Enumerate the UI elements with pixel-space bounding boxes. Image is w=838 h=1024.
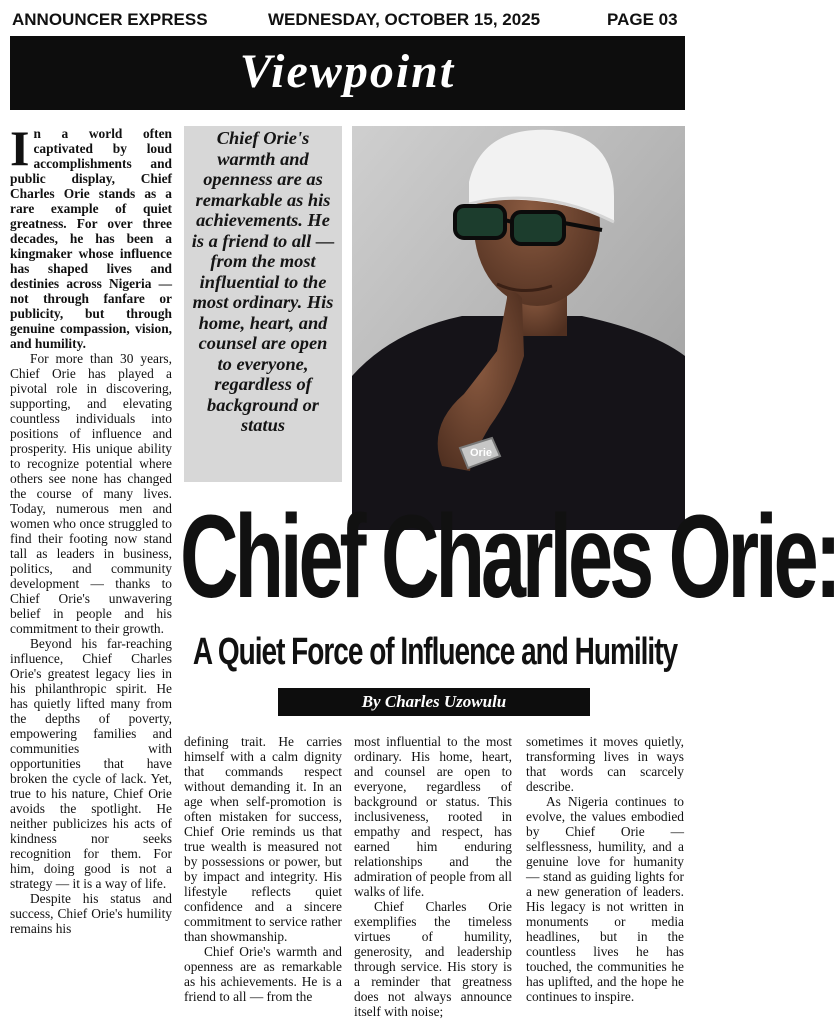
paragraph: sometimes it moves quietly, transforming lives in ways that words can scarcely describe. [526,734,684,794]
paragraph: defining trait. He carries himself with a calm dignity that commands respect without demanding it. In an age when self-promotion is often mistaken for success, Chief Orie reminds us that true wealth is measured not by possessions or power, but by impact and integrity. His lifestyle reflects quiet confidence and a sincere commitment to service rather than showmanship. [184,734,342,944]
paragraph: As Nigeria continues to evolve, the values embodied by Chief Orie — selflessness, humility, and a genuine love for humanity — stand as guiding lights for a new generation of leaders. His legacy is not written in monuments or media headlines, but in the countless lives he has touched, the communities he has uplifted, and the hope he continues to inspire. [526,794,684,1004]
watch-label: Orie [470,447,493,459]
issue-date: WEDNESDAY, OCTOBER 15, 2025 [268,10,541,29]
drop-cap: I [10,120,30,176]
paragraph: Chief Orie's warmth and openness are as remarkable as his achievements. He is a friend to all — from the [184,944,342,1004]
masthead [0,0,695,36]
paragraph: For more than 30 years, Chief Orie has played a pivotal role in discovering, supporting, and elevating countless individuals into positions of influence and prosperity. His unique ability to recognize potential where others see none has changed the course of many lives. Today, numerous men and women who once struggled to find their footing now stand tall as leaders in business, politics, and community development — thanks to Chief Orie's unwavering belief in people and his commitment to their growth. [10,351,172,636]
lead-text: n a world often captivated by loud accomplishments and public display, Chief Charles Orie stands as a rare example of quiet greatness. For over three decades, he has been a kingmaker whose influence has shaped lives and destinies across Nigeria — not through fanfare or publicity, but through genuine compassion, vision, and humility. [10,126,172,351]
paragraph: Chief Charles Orie exemplifies the timeless virtues of humility, generosity, and leadership through service. His story is a reminder that greatness does not always announce itself with noise; [354,899,512,1019]
portrait-photo [352,126,685,530]
lead-paragraph [10,120,172,351]
paragraph: Despite his status and success, Chief Orie's humility remains his [10,891,172,936]
byline-bar [278,688,590,716]
paragraph: most influential to the most ordinary. His home, heart, and counsel are open to everyone, regardless of background or status. This inclusiveness, rooted in empathy and respect, has earned him enduring relationships and the admiration of people from all walks of life. [354,734,512,899]
article-column-2 [184,734,342,1004]
pull-quote-box [184,126,342,482]
section-title: Viewpoint [239,45,456,98]
portrait-illustration [352,126,685,530]
pull-quote-text: Chief Orie's warmth and openness are as remarkable as his achievements. He is a friend to all — from the most influential to the most ordinary. His home, heart, and counsel are open to everyone, regardless of background or status [191,128,335,435]
article-column-1 [10,120,172,936]
article-column-4 [526,734,684,1004]
paragraph: Beyond his far-reaching influence, Chief Charles Orie's greatest legacy lies in his philanthropic spirit. He has quietly lifted many from the depths of poverty, empowering families and communities with opportunities that have broken the cycle of lack. Yet, true to his nature, Chief Orie avoids the spotlight. He neither publicizes his acts of kindness nor seeks recognition for them. For him, doing good is not a strategy — it is a way of life. [10,636,172,891]
headline: Chief Charles Orie: [180,492,838,623]
paper-name: ANNOUNCER EXPRESS [12,10,208,29]
byline-text: By Charles Uzowulu [361,692,507,711]
article-column-3 [354,734,512,1019]
page-number: PAGE 03 [607,10,678,29]
section-banner [10,36,685,110]
subheadline: A Quiet Force of Influence and Humility [192,630,678,672]
